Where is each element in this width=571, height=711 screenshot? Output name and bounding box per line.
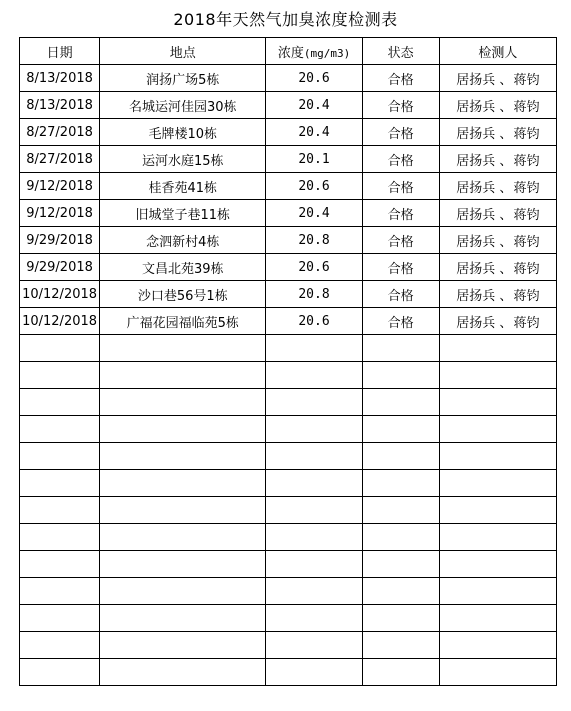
- cell-status: [362, 416, 439, 443]
- cell-place: 旧城堂子巷11栋: [100, 200, 266, 227]
- inspector-separator: 、: [499, 234, 513, 250]
- cell-date: 8/13/2018: [20, 65, 100, 92]
- cell-place: 沙口巷56号1栋: [100, 281, 266, 308]
- inspector-separator: 、: [499, 72, 513, 88]
- cell-concentration: 20.6: [266, 65, 362, 92]
- empty-table-row: [20, 632, 557, 659]
- inspector-separator: 、: [499, 315, 513, 331]
- cell-place: [100, 362, 266, 389]
- cell-place: 桂香苑41栋: [100, 173, 266, 200]
- cell-status: [362, 605, 439, 632]
- inspector-name-1: 居扬兵: [456, 315, 496, 331]
- cell-concentration: 20.8: [266, 281, 362, 308]
- cell-inspector: [439, 65, 556, 92]
- table-row: [20, 92, 557, 119]
- inspector-name-2: 蒋钧: [513, 99, 540, 115]
- cell-concentration: [266, 497, 362, 524]
- cell-status: 合格: [362, 146, 439, 173]
- cell-concentration: 20.6: [266, 308, 362, 335]
- cell-date: [20, 335, 100, 362]
- header-concentration-label: 浓度: [277, 45, 304, 61]
- cell-status: [362, 443, 439, 470]
- cell-status: [362, 524, 439, 551]
- inspector-name-2: 蒋钧: [513, 153, 540, 169]
- cell-inspector: [439, 443, 556, 470]
- cell-status: [362, 632, 439, 659]
- empty-table-row: [20, 578, 557, 605]
- inspector-name-1: 居扬兵: [456, 99, 496, 115]
- empty-table-row: [20, 362, 557, 389]
- cell-inspector: [439, 497, 556, 524]
- cell-concentration: 20.8: [266, 227, 362, 254]
- cell-date: 10/12/2018: [20, 281, 100, 308]
- table-row: [20, 308, 557, 335]
- cell-inspector: [439, 335, 556, 362]
- inspector-name-1: 居扬兵: [456, 261, 496, 277]
- cell-place: 名城运河佳园30栋: [100, 92, 266, 119]
- cell-concentration: [266, 470, 362, 497]
- cell-status: [362, 497, 439, 524]
- inspector-separator: 、: [499, 180, 513, 196]
- cell-concentration: 20.6: [266, 173, 362, 200]
- cell-place: 广福花园福临苑5栋: [100, 308, 266, 335]
- cell-concentration: [266, 578, 362, 605]
- cell-date: 9/29/2018: [20, 254, 100, 281]
- inspector-name-1: 居扬兵: [456, 207, 496, 223]
- cell-date: 8/27/2018: [20, 119, 100, 146]
- cell-concentration: 20.6: [266, 254, 362, 281]
- cell-place: 念泗新村4栋: [100, 227, 266, 254]
- cell-concentration: [266, 335, 362, 362]
- cell-place: [100, 416, 266, 443]
- inspector-name-2: 蒋钧: [513, 288, 540, 304]
- cell-place: [100, 389, 266, 416]
- cell-status: 合格: [362, 173, 439, 200]
- cell-concentration: [266, 632, 362, 659]
- cell-inspector: [439, 227, 556, 254]
- cell-inspector: [439, 416, 556, 443]
- cell-place: 毛牌楼10栋: [100, 119, 266, 146]
- cell-place: [100, 605, 266, 632]
- cell-concentration: 20.1: [266, 146, 362, 173]
- empty-table-row: [20, 443, 557, 470]
- cell-date: 8/27/2018: [20, 146, 100, 173]
- header-row: [20, 38, 557, 65]
- inspector-separator: 、: [499, 99, 513, 115]
- cell-place: [100, 335, 266, 362]
- inspector-name-2: 蒋钧: [513, 207, 540, 223]
- table-row: [20, 200, 557, 227]
- empty-table-row: [20, 524, 557, 551]
- cell-inspector: [439, 173, 556, 200]
- cell-status: 合格: [362, 65, 439, 92]
- inspector-name-1: 居扬兵: [456, 234, 496, 250]
- cell-date: [20, 524, 100, 551]
- cell-inspector: [439, 119, 556, 146]
- cell-place: [100, 632, 266, 659]
- table-row: [20, 65, 557, 92]
- empty-table-row: [20, 416, 557, 443]
- cell-place: [100, 470, 266, 497]
- inspector-separator: 、: [499, 288, 513, 304]
- cell-status: 合格: [362, 281, 439, 308]
- cell-place: 运河水庭15栋: [100, 146, 266, 173]
- header-status: 状态: [362, 38, 439, 65]
- inspection-table: [19, 37, 557, 686]
- empty-table-row: [20, 497, 557, 524]
- cell-concentration: [266, 389, 362, 416]
- cell-inspector: [439, 551, 556, 578]
- header-concentration: [266, 38, 362, 65]
- header-concentration-unit: (mg/m3): [303, 46, 351, 60]
- cell-inspector: [439, 92, 556, 119]
- header-date: 日期: [20, 38, 100, 65]
- cell-status: 合格: [362, 227, 439, 254]
- cell-inspector: [439, 389, 556, 416]
- cell-date: 9/12/2018: [20, 173, 100, 200]
- cell-date: [20, 578, 100, 605]
- cell-inspector: [439, 605, 556, 632]
- cell-status: 合格: [362, 92, 439, 119]
- cell-concentration: 20.4: [266, 119, 362, 146]
- inspector-name-1: 居扬兵: [456, 126, 496, 142]
- header-inspector: 检测人: [439, 38, 556, 65]
- cell-date: 8/13/2018: [20, 92, 100, 119]
- cell-status: 合格: [362, 119, 439, 146]
- cell-concentration: [266, 416, 362, 443]
- cell-status: 合格: [362, 254, 439, 281]
- cell-inspector: [439, 362, 556, 389]
- table-row: [20, 146, 557, 173]
- cell-inspector: [439, 281, 556, 308]
- cell-concentration: [266, 362, 362, 389]
- cell-date: [20, 416, 100, 443]
- cell-place: [100, 524, 266, 551]
- cell-place: [100, 443, 266, 470]
- empty-table-row: [20, 605, 557, 632]
- cell-place: 文昌北苑39栋: [100, 254, 266, 281]
- table-row: [20, 254, 557, 281]
- cell-status: [362, 389, 439, 416]
- cell-date: [20, 497, 100, 524]
- cell-date: [20, 605, 100, 632]
- cell-date: [20, 551, 100, 578]
- inspector-name-2: 蒋钧: [513, 72, 540, 88]
- inspector-separator: 、: [499, 126, 513, 142]
- cell-date: [20, 443, 100, 470]
- empty-table-row: [20, 659, 557, 686]
- cell-status: 合格: [362, 200, 439, 227]
- cell-inspector: [439, 146, 556, 173]
- cell-concentration: [266, 443, 362, 470]
- cell-inspector: [439, 578, 556, 605]
- cell-status: [362, 578, 439, 605]
- cell-date: [20, 632, 100, 659]
- cell-status: 合格: [362, 308, 439, 335]
- inspector-separator: 、: [499, 207, 513, 223]
- cell-date: [20, 362, 100, 389]
- cell-concentration: [266, 551, 362, 578]
- cell-place: [100, 551, 266, 578]
- cell-status: [362, 470, 439, 497]
- inspector-name-1: 居扬兵: [456, 288, 496, 304]
- empty-table-row: [20, 470, 557, 497]
- cell-status: [362, 659, 439, 686]
- cell-inspector: [439, 659, 556, 686]
- cell-place: [100, 497, 266, 524]
- cell-inspector: [439, 200, 556, 227]
- cell-place: [100, 659, 266, 686]
- cell-concentration: [266, 605, 362, 632]
- cell-inspector: [439, 308, 556, 335]
- inspector-name-1: 居扬兵: [456, 153, 496, 169]
- inspector-name-2: 蒋钧: [513, 315, 540, 331]
- cell-inspector: [439, 632, 556, 659]
- cell-concentration: 20.4: [266, 200, 362, 227]
- cell-status: [362, 551, 439, 578]
- cell-date: [20, 470, 100, 497]
- inspector-name-1: 居扬兵: [456, 72, 496, 88]
- cell-place: 润扬广场5栋: [100, 65, 266, 92]
- cell-date: [20, 389, 100, 416]
- inspector-name-1: 居扬兵: [456, 180, 496, 196]
- cell-inspector: [439, 470, 556, 497]
- empty-table-row: [20, 389, 557, 416]
- cell-place: [100, 578, 266, 605]
- cell-concentration: 20.4: [266, 92, 362, 119]
- table-row: [20, 119, 557, 146]
- empty-table-row: [20, 335, 557, 362]
- cell-concentration: [266, 659, 362, 686]
- header-place: 地点: [100, 38, 266, 65]
- page-title: 2018年天然气加臭浓度检测表: [173, 10, 398, 29]
- cell-inspector: [439, 524, 556, 551]
- cell-date: 9/29/2018: [20, 227, 100, 254]
- cell-status: [362, 335, 439, 362]
- inspector-name-2: 蒋钧: [513, 261, 540, 277]
- table-row: [20, 281, 557, 308]
- cell-date: 9/12/2018: [20, 200, 100, 227]
- empty-table-row: [20, 551, 557, 578]
- inspector-name-2: 蒋钧: [513, 234, 540, 250]
- inspector-separator: 、: [499, 153, 513, 169]
- cell-status: [362, 362, 439, 389]
- cell-date: [20, 659, 100, 686]
- table-row: [20, 227, 557, 254]
- inspector-name-2: 蒋钧: [513, 180, 540, 196]
- table-row: [20, 173, 557, 200]
- inspector-separator: 、: [499, 261, 513, 277]
- inspector-name-2: 蒋钧: [513, 126, 540, 142]
- cell-concentration: [266, 524, 362, 551]
- cell-date: 10/12/2018: [20, 308, 100, 335]
- cell-inspector: [439, 254, 556, 281]
